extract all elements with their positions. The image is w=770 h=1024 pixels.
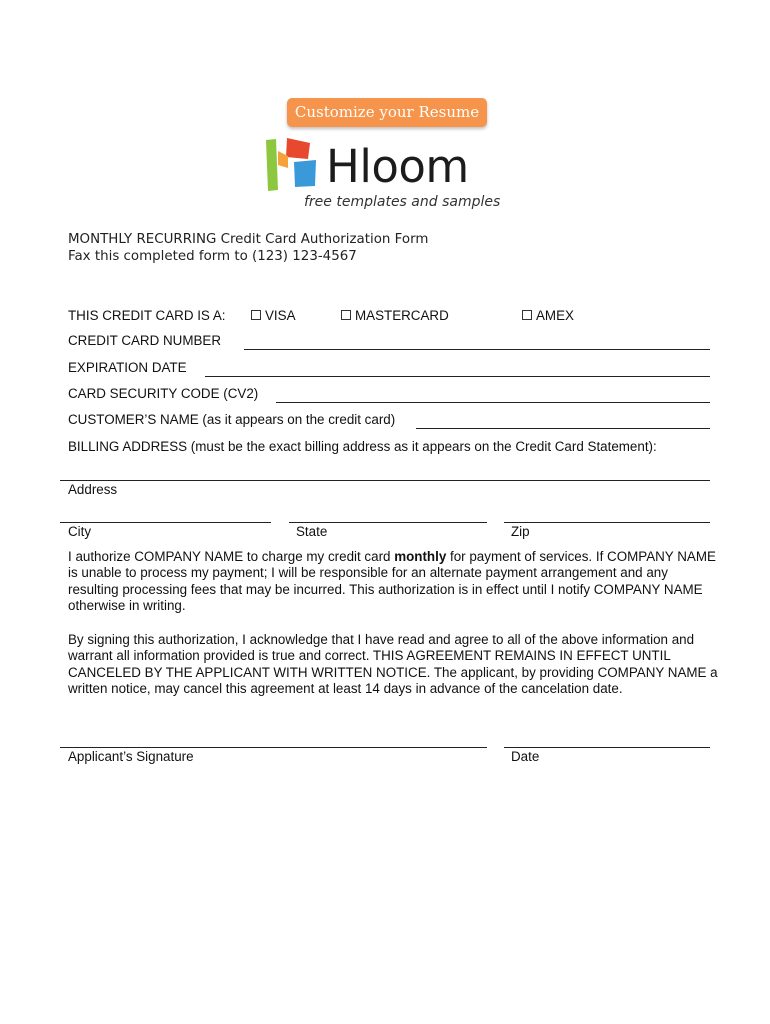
state-label: State xyxy=(296,524,328,539)
customer-name-field[interactable] xyxy=(416,428,710,429)
security-code-field[interactable] xyxy=(276,402,710,403)
amex-checkbox[interactable] xyxy=(522,308,574,323)
zip-label: Zip xyxy=(511,524,530,539)
customer-name-label: CUSTOMER’S NAME (as it appears on the credit card) xyxy=(68,412,396,427)
zip-field[interactable] xyxy=(504,522,710,523)
date-label: Date xyxy=(511,749,540,764)
checkbox-icon xyxy=(341,310,351,320)
signature-field[interactable] xyxy=(60,747,487,748)
expiration-field[interactable] xyxy=(205,376,710,377)
fax-line: Fax this completed form to (123) 123-4567 xyxy=(68,249,357,264)
security-code-label: CARD SECURITY CODE (CV2) xyxy=(68,386,259,401)
card-number-field[interactable] xyxy=(244,349,710,350)
date-field[interactable] xyxy=(504,747,710,748)
visa-label: VISA xyxy=(265,308,296,323)
card-number-label: CREDIT CARD NUMBER xyxy=(68,333,222,348)
mastercard-checkbox[interactable] xyxy=(341,308,449,323)
brand-name: Hloom xyxy=(326,140,469,193)
checkbox-icon xyxy=(251,310,261,320)
city-label: City xyxy=(68,524,92,539)
brand-tagline: free templates and samples xyxy=(304,194,501,210)
address-field[interactable] xyxy=(60,480,710,481)
agreement-paragraph: By signing this authorization, I acknowledge that I have read and agree to all of the above information and warrant all information provided is true and correct. THIS AGREEMENT REMAINS IN EFFECT UNTIL CANCELED BY THE APPLICANT WITH WRITTEN NOTICE. The applicant, by providing COMPANY NAME a written notice, may cancel this agreement at least 14 days in advance of the cancelation date. xyxy=(68,632,718,697)
signature-label: Applicant’s Signature xyxy=(68,749,194,764)
state-field[interactable] xyxy=(289,522,487,523)
checkbox-icon xyxy=(522,310,532,320)
card-type-label: THIS CREDIT CARD IS A: xyxy=(68,308,226,323)
billing-address-label: BILLING ADDRESS (must be the exact billing address as it appears on the Credit Card Statement): xyxy=(68,439,657,454)
form-title: MONTHLY RECURRING Credit Card Authorization Form xyxy=(68,232,429,247)
visa-checkbox[interactable] xyxy=(251,308,296,323)
hloom-logo-icon xyxy=(264,138,324,194)
amex-label: AMEX xyxy=(536,308,574,323)
customize-resume-button[interactable]: Customize your Resume xyxy=(287,98,487,127)
expiration-label: EXPIRATION DATE xyxy=(68,360,187,375)
city-field[interactable] xyxy=(60,522,271,523)
address-label: Address xyxy=(68,482,118,497)
authorization-paragraph: I authorize COMPANY NAME to charge my credit card monthly for payment of services. If COMPANY NAME is unable to process my payment; I will be responsible for an alternate payment arrangement and any resulting processing fees that may be incurred. This authorization is in effect until I notify COMPANY NAME otherwise in writing. xyxy=(68,549,716,614)
mastercard-label: MASTERCARD xyxy=(355,308,449,323)
